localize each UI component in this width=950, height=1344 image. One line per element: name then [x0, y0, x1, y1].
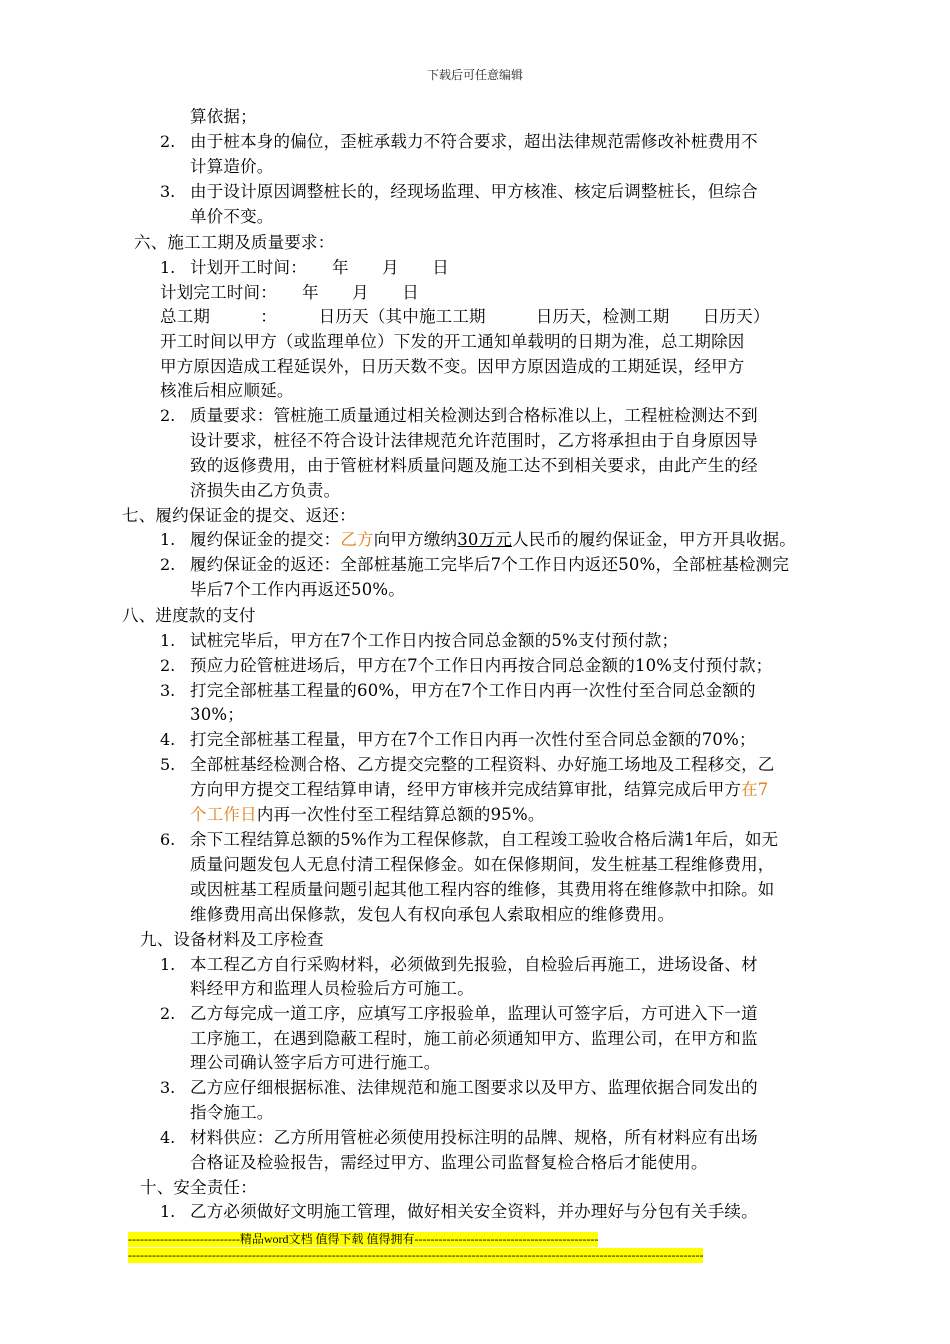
section-heading: 六、施工工期及质量要求：: [134, 233, 335, 252]
text-line: 全部桩基经检测合格、乙方提交完整的工程资料、办好施工场地及工程移交，乙: [190, 755, 775, 774]
text-line: 计算造价。: [190, 157, 274, 176]
text-segment: 向甲方缴纳: [373, 530, 458, 549]
item-number: 3.: [160, 1078, 176, 1097]
text-line: 甲方原因造成工程延误外，日历天数不变。因甲方原因造成的工期延误，经甲方: [160, 357, 745, 376]
item-number: 2.: [160, 1004, 176, 1023]
text-segment: 人民币的履约保证金，甲方开具收据。: [512, 530, 796, 549]
text-line: 合格证及检验报告，需经过甲方、监理公司监督复检合格后才能使用。: [190, 1153, 708, 1172]
text-line: [190, 529, 796, 551]
item-number: 4.: [160, 730, 176, 749]
text-line: 由于设计原因调整桩长的，经现场监理、甲方核准、核定后调整桩长，但综合: [190, 182, 758, 201]
text-segment: 方向甲方提交工程结算申请，经甲方审核并完成结算审批，结算完成后甲方: [190, 780, 742, 799]
highlight-party: 乙方: [340, 530, 374, 549]
section-heading: 九、设备材料及工序检查: [140, 930, 324, 949]
item-number: 6.: [160, 830, 176, 849]
text-line: 余下工程结算总额的5%作为工程保修款，自工程竣工验收合格后满1年后，如无: [190, 830, 779, 849]
amount-underlined: 30万元: [457, 530, 513, 549]
text-line: 料经甲方和监理人员检验后方可施工。: [190, 979, 474, 998]
highlight-text: 个工作日: [190, 805, 257, 824]
text-line: 乙方应仔细根据标准、法律规范和施工图要求以及甲方、监理依据合同发出的: [190, 1078, 758, 1097]
text-segment: 内再一次性付至工程结算总额的95%。: [256, 805, 545, 824]
text-line: 维修费用高出保修款，发包人有权向承包人索取相应的维修费用。: [190, 905, 675, 924]
text-line: 履约保证金的返还：全部桩基施工完毕后7个工作日内返还50%，全部桩基检测完: [190, 555, 790, 574]
item-number: 1.: [160, 530, 176, 549]
text-line: 试桩完毕后，甲方在7个工作日内按合同总金额的5%支付预付款；: [190, 631, 679, 650]
text-line: 乙方必须做好文明施工管理，做好相关安全资料，并办理好与分包有关手续。: [190, 1202, 758, 1221]
text-line: 济损失由乙方负责。: [190, 481, 341, 500]
text-line: 核准后相应顺延。: [160, 381, 294, 400]
text-line: 质量要求：管桩施工质量通过相关检测达到合格标准以上，工程桩检测达不到: [190, 406, 758, 425]
text-line: 材料供应：乙方所用管桩必须使用投标注明的品牌、规格，所有材料应有出场: [190, 1128, 758, 1147]
footer-banner: ----------------------------精品word文档 值得下载 值得拥有----------------------------------------------: [128, 1232, 599, 1246]
text-line: [190, 779, 769, 801]
text-line: 由于桩本身的偏位，歪桩承载力不符合要求，超出法律规范需修改补桩费用不: [190, 132, 758, 151]
footer-banner-dashes: ------------------------------------------------------------------------------------------------------------------------------------------------: [128, 1248, 704, 1262]
text-line: 致的返修费用，由于管桩材料质量问题及施工达不到相关要求，由此产生的经: [190, 456, 758, 475]
item-number: 2.: [160, 132, 176, 151]
text-line: 或因桩基工程质量问题引起其他工程内容的维修，其费用将在维修款中扣除。如: [190, 880, 775, 899]
item-number: 4.: [160, 1128, 176, 1147]
text-line: 打完全部桩基工程量的60%，甲方在7个工作日内再一次性付至合同总金额的: [190, 681, 756, 700]
item-number: 1.: [160, 631, 176, 650]
text-line: 开工时间以甲方（或监理单位）下发的开工通知单载明的日期为准，总工期除因: [160, 332, 745, 351]
text-line: 乙方每完成一道工序，应填写工序报验单，监理认可签字后，方可进入下一道: [190, 1004, 758, 1023]
text-line: 预应力砼管桩进场后，甲方在7个工作日内再按合同总金额的10%支付预付款；: [190, 656, 773, 675]
text-line: 计划完工时间： 年 月 日: [160, 283, 419, 302]
text-line: 总工期 ： 日历天（其中施工工期 日历天，检测工期 日历天）: [160, 307, 770, 326]
text-line: [190, 804, 545, 826]
item-number: 2.: [160, 656, 176, 675]
item-number: 1.: [160, 955, 176, 974]
item-number: 1.: [160, 258, 176, 277]
highlight-text: 在7: [741, 780, 769, 799]
text-line: 设计要求，桩径不符合设计法律规范允许范围时，乙方将承担由于自身原因导: [190, 431, 758, 450]
text-line: 毕后7个工作内再返还50%。: [190, 580, 405, 599]
text-line: 单价不变。: [190, 207, 274, 226]
text-line: 打完全部桩基工程量，甲方在7个工作日内再一次性付至合同总金额的70%；: [190, 730, 756, 749]
text-line: 算依据；: [190, 107, 257, 126]
item-number: 1.: [160, 1202, 176, 1221]
text-line: 30%；: [190, 705, 244, 724]
page-header: 下载后可任意编辑: [426, 68, 523, 82]
item-number: 2.: [160, 406, 176, 425]
item-number: 2.: [160, 555, 176, 574]
text-line: 质量问题发包人无息付清工程保修金。如在保修期间，发生桩基工程维修费用，: [190, 855, 775, 874]
text-line: 指令施工。: [190, 1103, 274, 1122]
section-heading: 十、安全责任：: [140, 1178, 257, 1197]
section-heading: 七、履约保证金的提交、返还：: [122, 506, 356, 525]
text-segment: 履约保证金的提交：: [190, 530, 341, 549]
section-heading: 八、进度款的支付: [122, 606, 256, 625]
item-number: 3.: [160, 681, 176, 700]
item-number: 5.: [160, 755, 176, 774]
text-line: 工序施工，在遇到隐蔽工程时，施工前必须通知甲方、监理公司，在甲方和监: [190, 1029, 758, 1048]
text-line: 理公司确认签字后方可进行施工。: [190, 1053, 441, 1072]
text-line: 本工程乙方自行采购材料，必须做到先报验，自检验后再施工，进场设备、材: [190, 955, 758, 974]
text-line: 计划开工时间： 年 月 日: [190, 258, 449, 277]
item-number: 3.: [160, 182, 176, 201]
